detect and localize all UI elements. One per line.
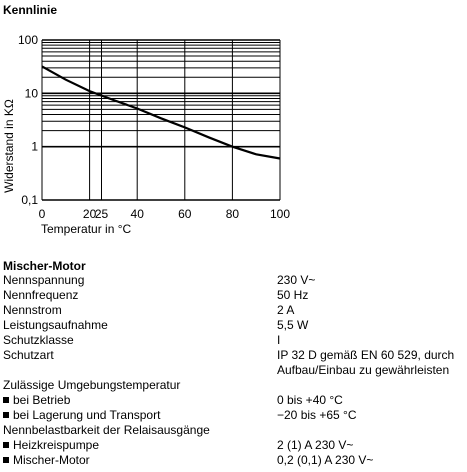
section-heading: Mischer-Motor	[3, 259, 86, 273]
spec-value: 0,2 (0,1) A 230 V~	[277, 453, 374, 467]
spec-row	[3, 453, 463, 468]
spec-row	[3, 288, 463, 303]
chart-heading: Kennlinie	[3, 3, 58, 17]
x-tick-label: 20	[82, 207, 97, 221]
spec-label: Nennfrequenz	[3, 288, 79, 302]
spec-value: 50 Hz	[277, 288, 309, 302]
spec-label: Mischer-Motor	[3, 453, 90, 468]
y-tick-label: 10	[24, 86, 38, 101]
bullet-icon	[3, 397, 9, 403]
spec-row	[3, 378, 463, 393]
spec-row	[3, 348, 463, 363]
spec-label: Leistungsaufnahme	[3, 318, 108, 332]
spec-value: −20 bis +65 °C	[277, 408, 357, 422]
resistance-chart	[0, 28, 300, 240]
spec-value: 5,5 W	[277, 318, 309, 332]
spec-value: 2 (1) A 230 V~	[277, 438, 354, 452]
spec-label: Schutzart	[3, 348, 54, 362]
spec-label: Nennbelastbarkeit der Relaisausgänge	[3, 423, 210, 437]
major-gridlines	[42, 40, 280, 200]
spec-label: bei Betrieb	[3, 393, 70, 408]
x-tick-label: 60	[178, 207, 192, 221]
spec-row	[3, 318, 463, 333]
spec-label: Zulässige Umgebungstemperatur	[3, 378, 181, 392]
spec-value: 230 V~	[277, 273, 316, 287]
resistance-curve	[42, 66, 280, 158]
spec-row	[3, 393, 463, 408]
curve-layer	[42, 66, 280, 158]
spec-label: Schutzklasse	[3, 333, 74, 347]
spec-row	[3, 363, 463, 378]
spec-row	[3, 273, 463, 288]
y-tick-labels	[18, 33, 38, 207]
spec-value: IP 32 D gemäß EN 60 529, durch	[277, 348, 455, 362]
x-axis-label: Temperatur in °C	[41, 222, 132, 236]
spec-value: 0 bis +40 °C	[277, 393, 343, 407]
spec-row	[3, 408, 463, 423]
spec-label: Heizkreispumpe	[3, 438, 99, 453]
x-tick-label: 80	[225, 207, 240, 221]
x-tick-label: 25	[94, 207, 109, 221]
y-tick-label: 100	[17, 33, 38, 47]
bullet-icon	[3, 442, 9, 448]
spec-row	[3, 303, 463, 318]
spec-row	[3, 423, 463, 438]
x-tick-label: 40	[130, 207, 144, 221]
spec-value: 2 A	[277, 303, 295, 317]
spec-label: Nennspannung	[3, 273, 85, 287]
spec-value: Aufbau/Einbau zu gewährleisten	[277, 363, 450, 377]
y-tick-label: 0,1	[21, 193, 38, 207]
y-tick-label: 1	[31, 139, 38, 154]
spec-value: I	[277, 333, 281, 347]
spec-label: bei Lagerung und Transport	[3, 408, 160, 423]
x-tick-labels	[39, 207, 291, 221]
x-tick-label: 0	[38, 207, 46, 221]
x-tick-label: 100	[269, 207, 291, 221]
spec-row	[3, 438, 463, 453]
y-axis-label: Widerstand in KΩ	[2, 99, 16, 193]
bullet-icon	[3, 457, 9, 463]
bullet-icon	[3, 412, 9, 418]
spec-row	[3, 333, 463, 348]
spec-label: Nennstrom	[3, 303, 62, 317]
